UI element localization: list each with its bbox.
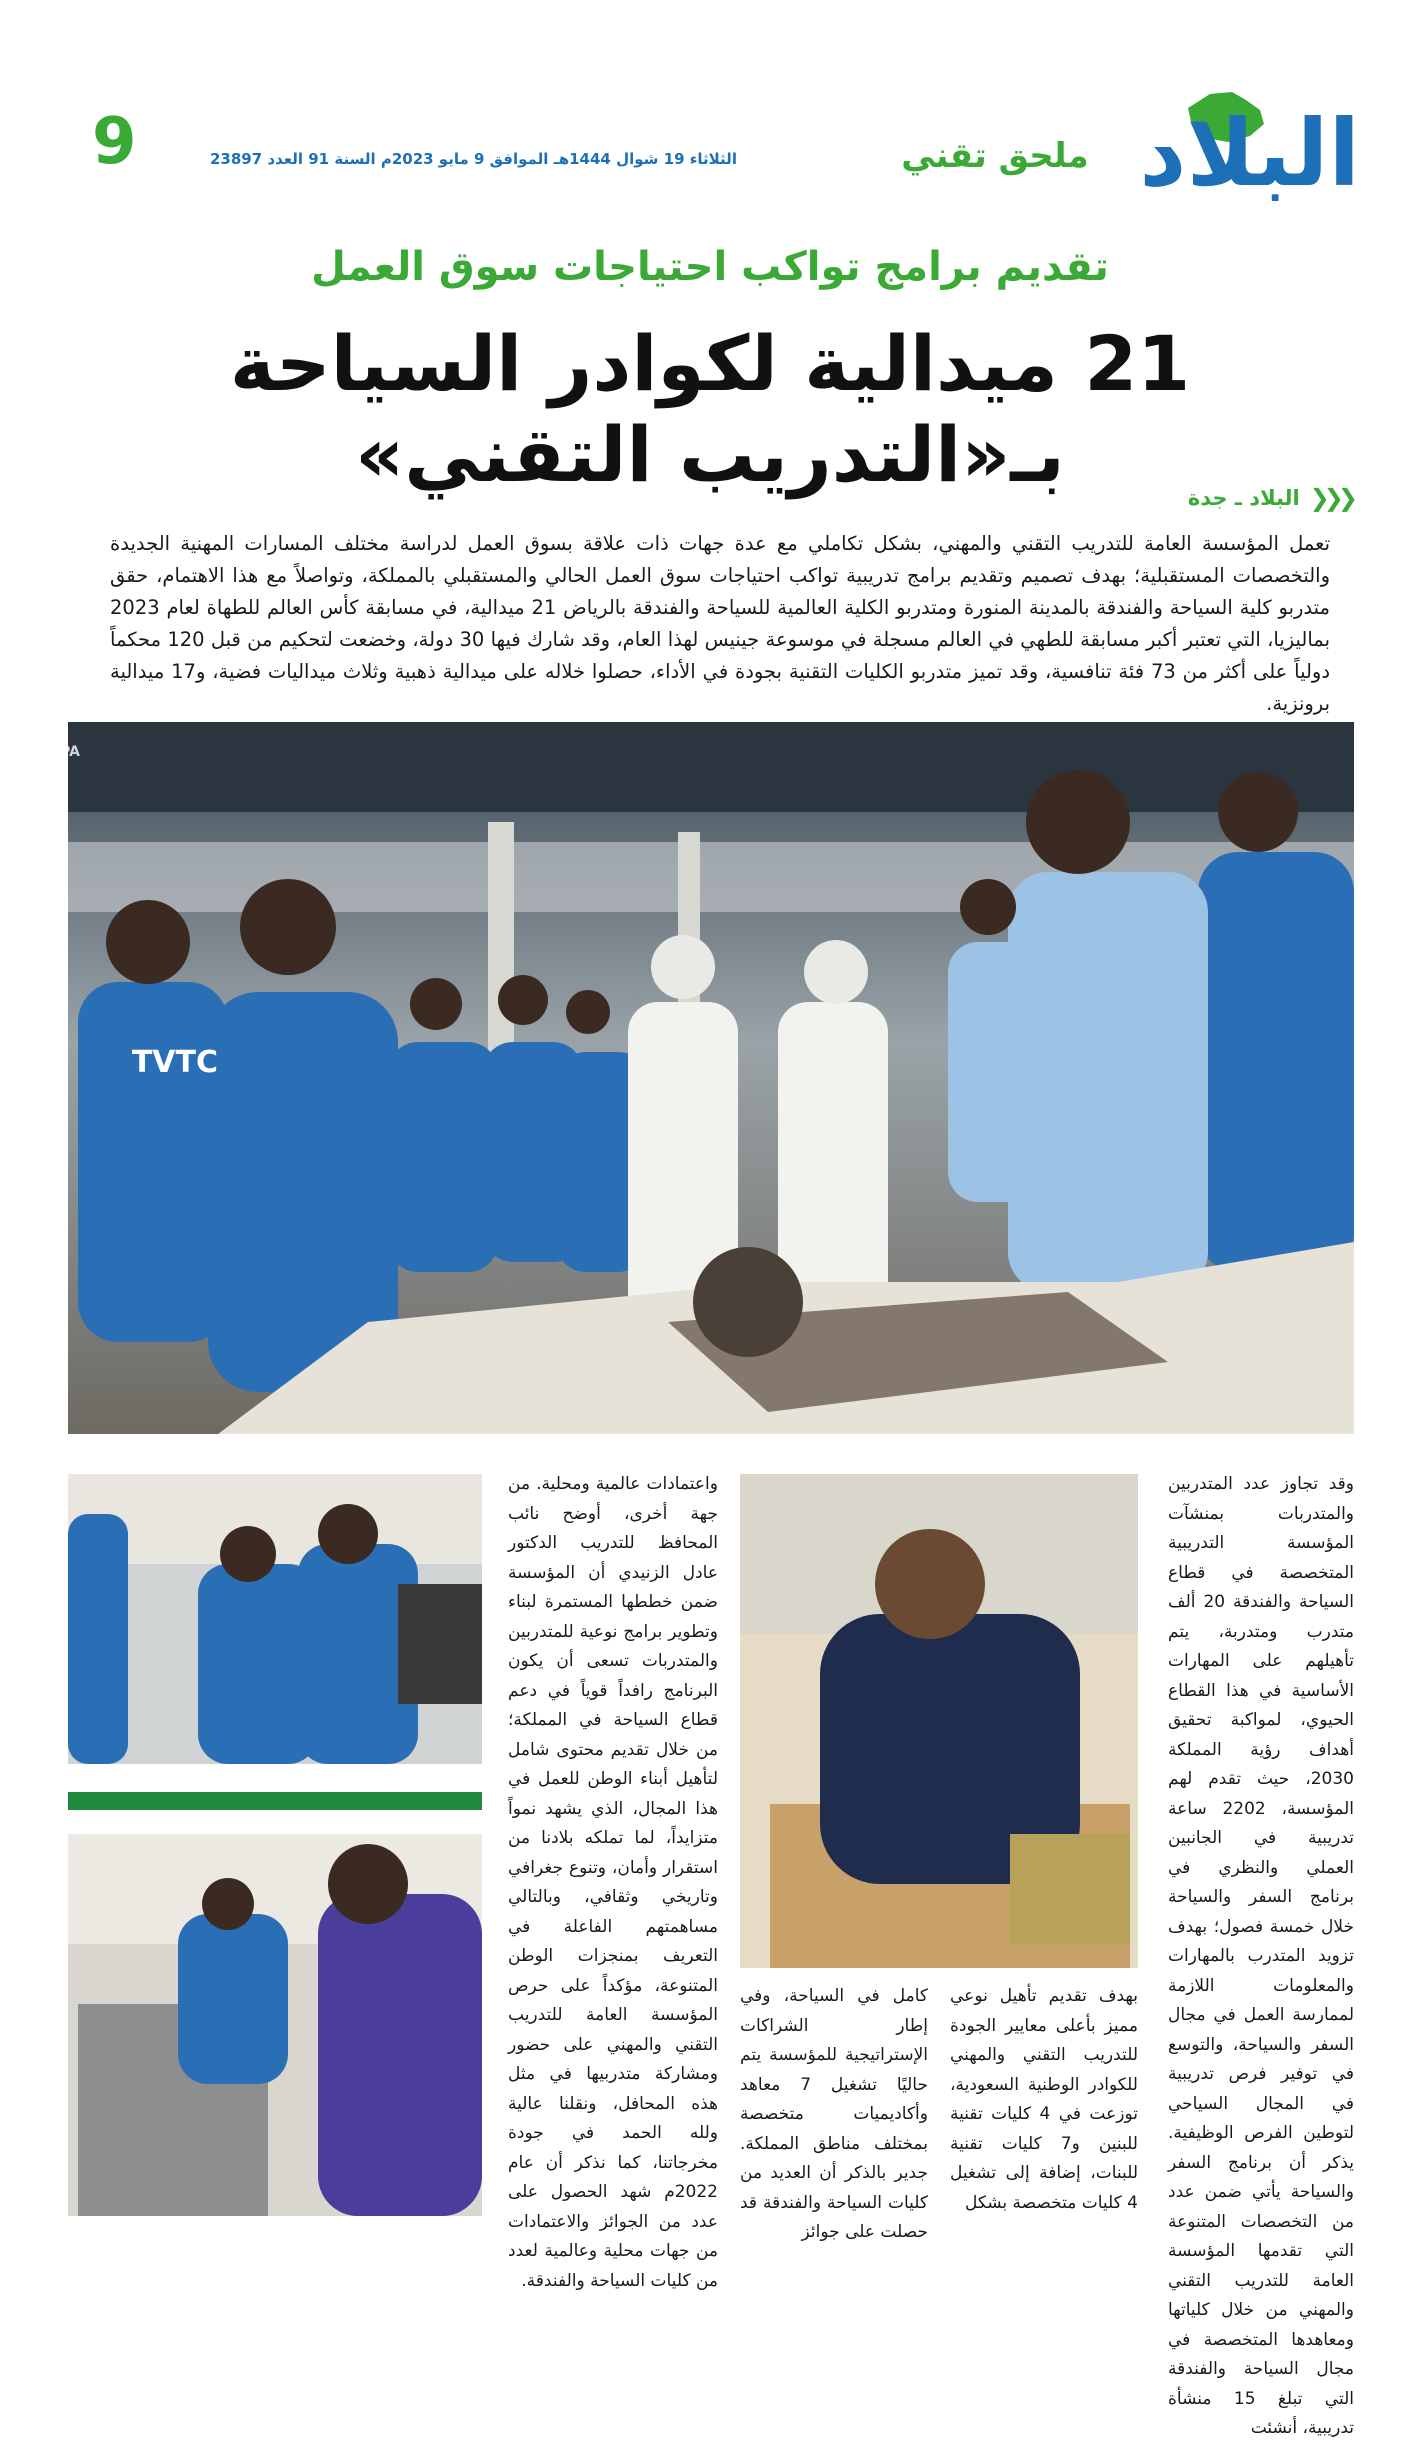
separator-bar: [68, 1792, 482, 1810]
section-name: ملحق تقني: [901, 136, 1089, 176]
column-left: واعتمادات عالمية ومحلية. من جهة أخرى، أوضح نائب المحافظ للتدريب الدكتور عادل الزنيدي أن المؤسسة ضمن خططها المستمرة لبناء وتطوير برامج نوعية للمتدربين والمتدربات تسعى أن يكون البرنامج رافداً قوياً في دعم قطاع السياحة في المملكة؛ من خلال تقديم محتوى شامل لتأهيل أبناء الوطن للعمل في هذا المجال، الذي يشهد نمواً متزايداً، لما تملكه بلادنا من استقرار وأمان، وتنوع جغرافي وتاريخي وثقافي، وبالتالي مساهمتهم الفاعلة في التعريف بمنجزات الوطن المتنوعة، مؤكداً على حرص المؤسسة العامة للتدريب التقني والمهني على حضور ومشاركة متدربيها في مثل هذه المحافل، ونقلنا عالية ولله الحمد في جودة مخرجاتنا، كما نذكر أن عام 2022م شهد الحصول على عدد من الجوائز والاعتمادات من جهات محلية وعالمية لعدد من كليات السياحة والفندقة.: [508, 1474, 718, 2291]
page-number: 9: [92, 105, 137, 179]
newspaper-logo: [1110, 86, 1360, 236]
article-headline: 21 ميدالية لكوادر السياحة بـ«التدريب التقني»: [229, 319, 1191, 500]
shirt-logo: TVTC: [131, 1045, 218, 1080]
photo-workshop-hvac: [68, 1834, 482, 2216]
photo-workshop-engine: [68, 1474, 482, 1764]
column-under-photo-left: كامل في السياحة، وفي إطار الشراكات الإستراتيجية للمؤسسة يتم حاليًا تشغيل 7 معاهد وأكاديميات متخصصة بمختلف مناطق المملكة. جدير بالذكر أن العديد من كليات السياحة والفندقة قد حصلت على جوائز: [740, 1986, 928, 2242]
byline: [1188, 484, 1352, 512]
chevron-left-icon: ❮❮❮: [1309, 484, 1352, 512]
article-intro: تعمل المؤسسة العامة للتدريب التقني والمهني، بشكل تكاملي مع عدة جهات ذات علاقة بسوق العمل لدراسة مختلف المسارات المهنية الجديدة والتخصصات المستقبلية؛ بهدف تصميم وتقديم برامج تدريبية تواكب احتياجات سوق العمل الحالي والمستقبلي بالمملكة، وتواصلاً مع هذا الاهتمام، حقق متدربو كلية السياحة والفندقة بالمدينة المنورة ومتدربو الكلية العالمية للسياحة والفندقة بالرياض 21 ميدالية، في مسابقة كأس العالم للطهاة لعام 2023 بماليزيا، التي تعتبر أكبر مسابقة للطهي في العالم مسجلة في موسوعة جينيس لهذا العام، وقد شارك فيها 30 دولة، وخضعت لتحكيم من قبل 120 محكماً دولياً على أكثر من 73 فئة تنافسية، وقد تميز متدربو الكليات التقنية بجودة في الأداء، حصلوا خلاله على ميدالية ذهبية وثلاث ميداليات فضية، و17 ميدالية برونزية.: [110, 532, 1331, 715]
main-photo: [50, 722, 1354, 1434]
column-under-photo: [740, 1982, 1138, 2242]
column-right: وقد تجاوز عدد المتدربين والمتدربات بمنشآت المؤسسة التدريبية المتخصصة في قطاع السياحة والفندقة 20 ألف متدرب ومتدربة، يتم تأهيلهم على المهارات الأساسية في هذا القطاع الحيوي، لمواكبة تحقيق أهداف رؤية المملكة 2030، حيث تقدم لهم المؤسسة، 2202 ساعة تدريبية في الجانبين العملي والنظري في برنامج السفر والسياحة خلال خمسة فصول؛ بهدف تزويد المتدرب بالمهارات والمعلومات اللازمة لممارسة العمل في مجال السفر والسياحة، والتوسع في توفير فرص تدريبية في المجال السياحي لتوطين الفرص الوظيفية. يذكر أن برنامج السفر والسياحة يأتي ضمن عدد من التخصصات المتنوعة التي تقدمها المؤسسة العامة للتدريب التقني والمهني من خلال كلياتها ومعاهدها المتخصصة في مجال السياحة والفندقة التي تبلغ 15 منشأة تدريبية، أنشئت: [1168, 1474, 1354, 2438]
column-under-photo-right: بهدف تقديم تأهيل نوعي مميز بأعلى معايير الجودة للتدريب التقني والمهني للكوادر الوطنية السعودية، توزعت في 4 كليات تقنية للبنين و7 كليات تقنية للبنات، إضافة إلى تشغيل 4 كليات متخصصة بشكل: [950, 1986, 1138, 2213]
article-kicker: تقديم برامج تواكب احتياجات سوق العمل: [311, 244, 1109, 290]
photo-trainee: [740, 1474, 1138, 1968]
issue-date-line: الثلاثاء 19 شوال 1444هـ الموافق 9 مايو 2023م السنة 91 العدد 23897: [210, 150, 737, 168]
photo-credit: SPA: [50, 744, 80, 760]
logo-text: البلاد: [1139, 100, 1360, 207]
byline-text: البلاد ـ جدة: [1187, 486, 1300, 510]
